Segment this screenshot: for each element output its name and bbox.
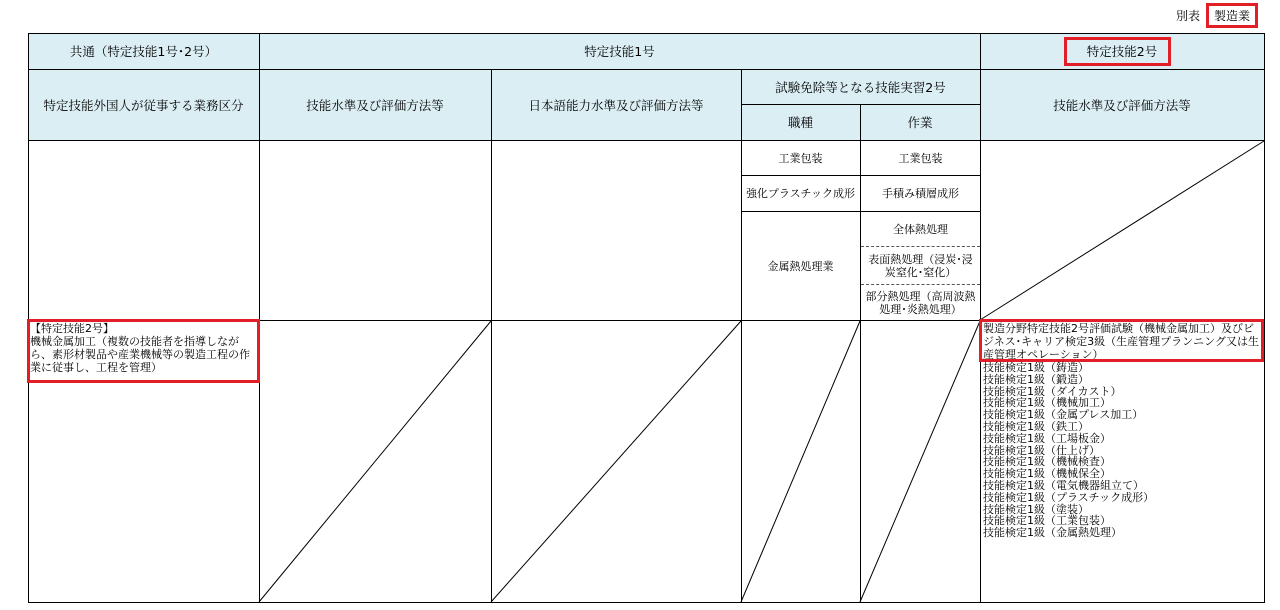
certification-item: 技能検定1級（鉄工） bbox=[983, 419, 1089, 433]
header-skill-level-2: 技能水準及び評価方法等 bbox=[1053, 97, 1191, 113]
business-category-title: 【特定技能2号】 bbox=[30, 322, 114, 335]
certification-item: 技能検定1級（塗装） bbox=[983, 502, 1089, 516]
certification-item: 技能検定1級（工場板金） bbox=[983, 431, 1111, 445]
business-category-body: 機械金属加工（複数の技能者を指導しながら、素形材製品や産業機械等の製造工程の作業に従事し、工程を管理） bbox=[30, 335, 250, 374]
job-cell: 強化プラスチック成形 bbox=[745, 187, 856, 200]
work-cell: 工業包装 bbox=[898, 151, 943, 165]
tokutei2-highlight-box bbox=[1064, 37, 1171, 66]
exam-main-text: 製造分野特定技能2号評価試験（機械金属加工）及びビジネス･キャリア検定3級（生産管理プランニング又は生産管理オペレーション） bbox=[983, 322, 1259, 361]
header-japanese-level: 日本語能力水準及び評価方法等 bbox=[528, 97, 704, 113]
header-exam-exempt: 試験免除等となる技能実習2号 bbox=[775, 79, 946, 95]
appendix-label: 別表 bbox=[1175, 8, 1200, 23]
appendix-sector: 製造業 bbox=[1213, 8, 1250, 23]
business-highlight-box bbox=[27, 319, 260, 383]
certification-item: 技能検定1級（ダイカスト） bbox=[983, 384, 1122, 398]
header-business-category: 特定技能外国人が従事する業務区分 bbox=[43, 97, 244, 113]
certification-item: 技能検定1級（金属プレス加工） bbox=[983, 408, 1144, 422]
work-cell: 全体熱処理 bbox=[893, 222, 948, 236]
certification-item: 技能検定1級（機械検査） bbox=[983, 455, 1111, 469]
certification-item: 技能検定1級（仕上げ） bbox=[983, 443, 1100, 457]
certification-item: 技能検定1級（電気機器組立て） bbox=[983, 478, 1144, 492]
certification-list bbox=[983, 362, 1253, 539]
header-skill-level-1: 技能水準及び評価方法等 bbox=[306, 97, 444, 113]
header-work: 作業 bbox=[907, 115, 933, 130]
header-tokutei1: 特定技能1号 bbox=[584, 44, 655, 59]
certification-item: 技能検定1級（鍛造） bbox=[983, 372, 1089, 386]
work-cell: 部分熱処理（高周波熱処理･炎熱処理） bbox=[865, 289, 976, 316]
header-job-type: 職種 bbox=[787, 115, 813, 130]
certification-item: 技能検定1級（機械保全） bbox=[983, 467, 1111, 481]
certification-item: 技能検定1級（プラスチック成形） bbox=[983, 490, 1155, 504]
certification-item: 技能検定1級（工業包装） bbox=[983, 514, 1111, 528]
job-cell: 金属熱処理業 bbox=[767, 259, 834, 273]
certification-item: 技能検定1級（鋳造） bbox=[983, 361, 1089, 374]
header-common: 共通（特定技能1号･2号） bbox=[69, 44, 218, 59]
job-cell: 工業包装 bbox=[778, 151, 823, 165]
certification-item: 技能検定1級（金属熱処理） bbox=[983, 526, 1122, 540]
certification-item: 技能検定1級（機械加工） bbox=[983, 396, 1111, 410]
exam-highlight-box bbox=[979, 319, 1264, 362]
work-cell: 手積み積層成形 bbox=[882, 187, 959, 200]
work-cell: 表面熱処理（浸炭･浸炭窒化･窒化） bbox=[868, 252, 973, 279]
header-tokutei2: 特定技能2号 bbox=[1086, 44, 1158, 59]
